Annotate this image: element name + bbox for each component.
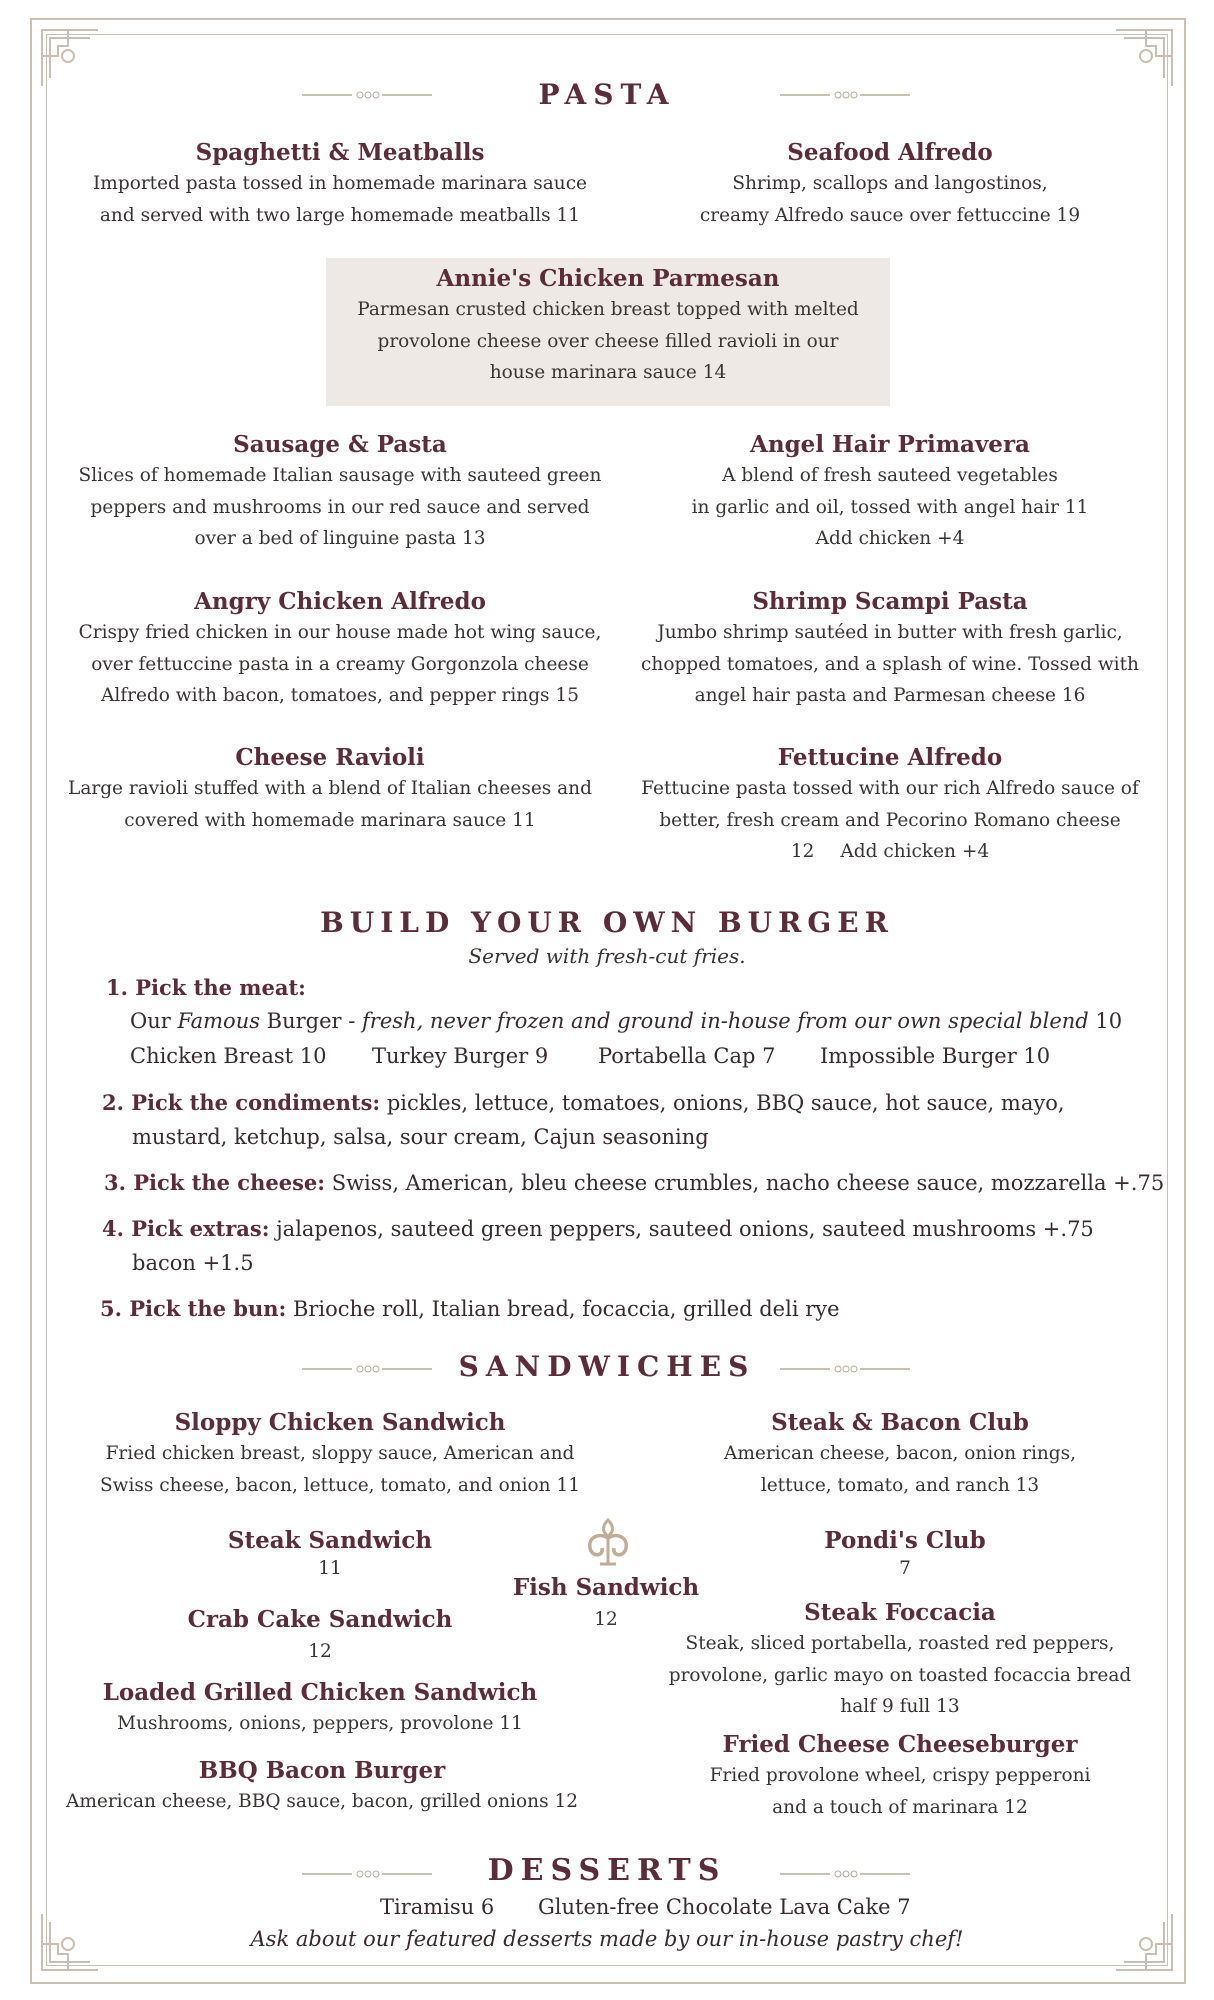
item-name: Sloppy Chicken Sandwich [174,1409,506,1436]
item-desc: chopped tomatoes, and a splash of wine. Tossed with [641,653,1139,675]
item-desc: American cheese, BBQ sauce, bacon, grilled onions 12 [65,1791,578,1812]
burger-step-condiments [102,1085,1065,1121]
famous-text: Our [130,1009,178,1033]
menu-item-cheese-ravioli [40,743,620,836]
item-name: Annie's Chicken Parmesan [436,265,780,292]
item-price: 12 [308,1641,332,1662]
step-text: jalapenos, sauteed green peppers, sauteed onions, sauteed mushrooms +.75 [269,1217,1094,1241]
item-desc: over fettuccine pasta in a creamy Gorgonzola cheese [91,653,589,675]
menu-item-fettucine-alfredo [600,743,1180,868]
item-desc: Large ravioli stuffed with a blend of Italian cheeses and [68,778,592,799]
item-desc: Crispy fried chicken in our house made hot wing sauce, [78,622,602,643]
menu-item-sloppy-chicken [40,1408,640,1501]
burger-step-meat [106,970,306,1006]
menu-item-angry-chicken-alfredo [40,587,640,712]
item-name: Angry Chicken Alfredo [194,588,486,615]
item-desc: lettuce, tomato, and ranch 13 [760,1474,1040,1496]
item-price: 12 [790,841,815,862]
item-price: 7 [899,1558,911,1579]
item-desc: half 9 full 13 [840,1696,960,1717]
fleur-ornament-icon [582,1516,634,1568]
menu-item-crab-cake [120,1605,520,1669]
item-desc: house marinara sauce 14 [489,362,727,383]
step-label: 1. Pick the meat: [106,975,306,1000]
item-desc: provolone, garlic mayo on toasted focaccia bread [668,1664,1132,1686]
sandwiches-heading: SANDWICHES [458,1350,756,1383]
menu-item-steak-foccacia [610,1598,1190,1723]
step-label: 2. Pick the condiments: [102,1090,381,1115]
item-desc: angel hair pasta and Parmesan cheese 16 [694,685,1086,706]
item-desc: better, fresh cream and Pecorino Romano cheese [659,809,1121,831]
item-desc: in garlic and oil, tossed with angel hair 11 [691,496,1089,518]
menu-item-spaghetti [40,138,640,231]
meat-option: Turkey Burger 9 [372,1044,549,1068]
item-desc: Fried provolone wheel, crispy pepperoni [709,1765,1091,1786]
menu-item-bbq-bacon-burger [22,1756,622,1818]
featured-item-annies-chicken-parmesan [326,258,890,406]
item-desc: Jumbo shrimp sautéed in butter with fresh garlic, [657,622,1123,643]
pasta-heading: PASTA [538,78,676,111]
item-name: BBQ Bacon Burger [198,1757,446,1784]
meat-option: Portabella Cap 7 [598,1044,776,1068]
item-desc: Fried chicken breast, sloppy sauce, American and [105,1443,575,1464]
item-name: Steak & Bacon Club [771,1409,1029,1436]
step-text: Swiss, American, bleu cheese crumbles, nacho cheese sauce, mozzarella +.75 [325,1171,1165,1195]
item-desc: covered with homemade marinara sauce 11 [124,809,536,831]
dessert-item: Gluten-free Chocolate Lava Cake 7 [538,1895,911,1919]
burger-step-extras [102,1211,1094,1247]
item-desc: creamy Alfredo sauce over fettuccine 19 [699,204,1081,226]
meat-option: Chicken Breast 10 [130,1044,327,1068]
item-name: Fried Cheese Cheeseburger [722,1731,1078,1758]
burger-heading: BUILD YOUR OWN BURGER [320,906,894,939]
item-desc [600,836,1180,868]
item-desc: Shrimp, scallops and langostinos, [732,173,1048,194]
famous-text: fresh, never frozen and ground in-house from our own special blend [362,1009,1089,1033]
item-desc: Alfredo with bacon, tomatoes, and pepper rings 15 [101,685,579,706]
item-name: Fish Sandwich [512,1574,700,1601]
item-add-on: Add chicken +4 [840,841,990,862]
burger-step-bun [100,1291,840,1327]
item-name: Cheese Ravioli [235,744,425,771]
menu-item-fried-cheese-cheeseburger [610,1730,1190,1823]
item-desc: provolone cheese over cheese filled ravioli in our [377,330,839,352]
item-desc: Add chicken +4 [815,528,965,549]
item-name: Pondi's Club [824,1527,986,1554]
item-desc: Steak, sliced portabella, roasted red peppers, [685,1633,1115,1654]
step-label: 3. Pick the cheese: [104,1170,326,1195]
item-desc: A blend of fresh sauteed vegetables [722,465,1058,486]
item-desc: Parmesan crusted chicken breast topped with melted [357,299,859,320]
item-desc: and a touch of marinara 12 [772,1796,1028,1818]
menu-item-steak-bacon-club [610,1408,1190,1501]
menu-item-shrimp-scampi [600,587,1180,712]
burger-step-cheese [104,1165,1164,1201]
item-name: Steak Foccacia [804,1599,996,1626]
item-name: Crab Cake Sandwich [187,1606,453,1633]
item-desc: peppers and mushrooms in our red sauce and served [90,496,590,518]
item-name: Seafood Alfredo [787,139,993,166]
item-desc: Mushrooms, onions, peppers, provolone 11 [117,1713,523,1734]
item-desc: over a bed of linguine pasta 13 [194,528,486,549]
item-price: 11 [318,1558,342,1579]
step-text: bacon +1.5 [132,1251,254,1275]
desserts-note: Ask about our featured desserts made by our in-house pastry chef! [250,1927,964,1951]
item-desc: Imported pasta tossed in homemade marinara sauce [93,173,587,194]
menu-item-sausage-pasta [40,430,640,555]
menu-item-angel-hair-primavera [600,430,1180,555]
item-name: Shrimp Scampi Pasta [752,588,1028,615]
item-name: Steak Sandwich [227,1527,433,1554]
desserts-heading: DESSERTS [487,1853,727,1888]
item-name: Loaded Grilled Chicken Sandwich [102,1679,538,1706]
item-name: Angel Hair Primavera [750,431,1030,458]
famous-text: Burger - [260,1009,363,1033]
item-name: Fettucine Alfredo [777,744,1003,771]
item-desc: American cheese, bacon, onion rings, [723,1443,1076,1464]
step-label: 5. Pick the bun: [100,1296,287,1321]
burger-famous-line [130,1004,1122,1039]
item-name: Spaghetti & Meatballs [195,139,485,166]
dessert-item: Tiramisu 6 [380,1895,495,1919]
item-price: 12 [594,1609,618,1630]
item-desc: Swiss cheese, bacon, lettuce, tomato, and onion 11 [99,1474,581,1496]
famous-text: 10 [1088,1009,1123,1033]
menu-item-loaded-grilled-chicken [20,1678,620,1740]
step-text: mustard, ketchup, salsa, sour cream, Cajun seasoning [132,1125,709,1149]
item-desc: Slices of homemade Italian sausage with sauteed green [78,465,602,486]
item-desc: Fettucine pasta tossed with our rich Alfredo sauce of [641,778,1139,799]
step-text: Brioche roll, Italian bread, focaccia, grilled deli rye [286,1297,840,1321]
burger-subtitle: Served with fresh-cut fries. [468,944,746,968]
item-desc: and served with two large homemade meatballs 11 [99,204,581,226]
item-name: Sausage & Pasta [233,431,447,458]
meat-option: Impossible Burger 10 [820,1044,1051,1068]
menu-item-seafood-alfredo [600,138,1180,231]
step-label: 4. Pick extras: [102,1216,270,1241]
step-text: pickles, lettuce, tomatoes, onions, BBQ sauce, hot sauce, mayo, [380,1091,1065,1115]
famous-text: Famous [177,1009,260,1033]
